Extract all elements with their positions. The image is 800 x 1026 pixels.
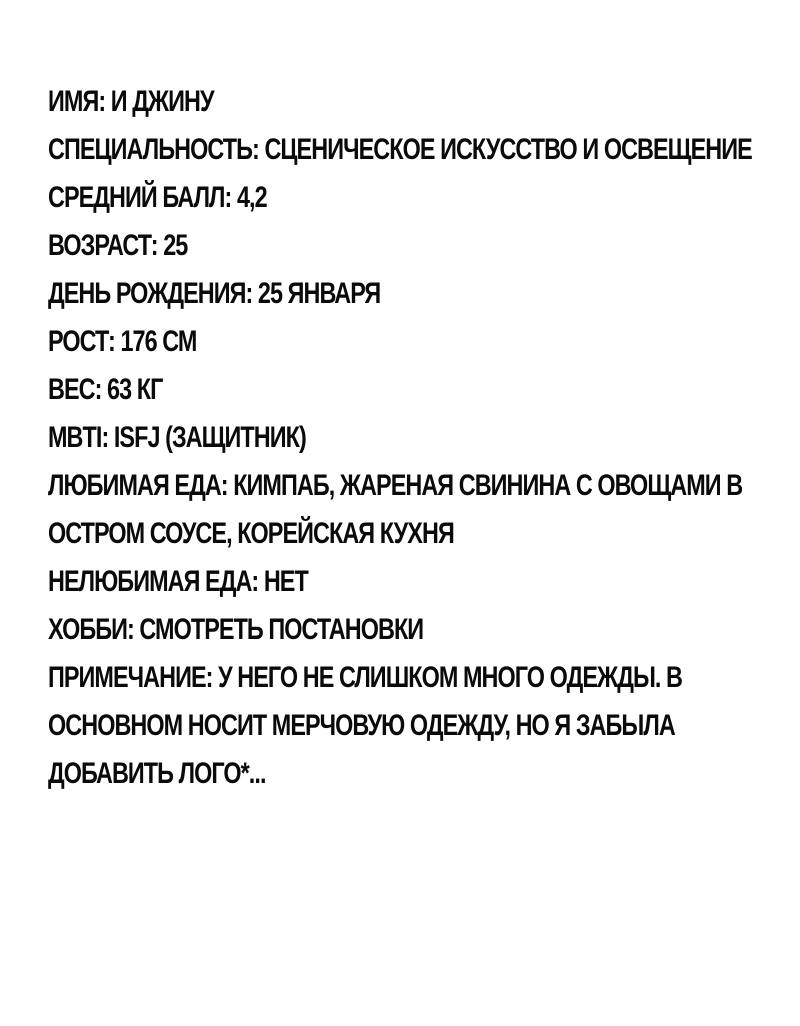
profile-specialty: СПЕЦИАЛЬНОСТЬ: СЦЕНИЧЕСКОЕ ИСКУССТВО И ОСВЕЩЕНИЕ [48,133,752,166]
profile-note-continued-2: ДОБАВИТЬ ЛОГО*... [48,757,266,790]
profile-favorite-food-continued: ОСТРОМ СОУСЕ, КОРЕЙСКАЯ КУХНЯ [48,517,454,550]
profile-favorite-food: ЛЮБИМАЯ ЕДА: КИМПАБ, ЖАРЕНАЯ СВИНИНА С ОВОЩАМИ В [48,469,743,502]
profile-gpa: СРЕДНИЙ БАЛЛ: 4,2 [48,181,267,214]
profile-name: ИМЯ: И ДЖИНУ [48,85,214,118]
profile-age: ВОЗРАСТ: 25 [48,229,188,262]
profile-height: РОСТ: 176 СМ [48,325,197,358]
profile-mbti: MBTI: ISFJ (ЗАЩИТНИК) [48,421,306,454]
profile-birthday: ДЕНЬ РОЖДЕНИЯ: 25 ЯНВАРЯ [48,277,381,310]
profile-disliked-food: НЕЛЮБИМАЯ ЕДА: НЕТ [48,565,308,598]
profile-weight: ВЕС: 63 КГ [48,373,163,406]
profile-note: ПРИМЕЧАНИЕ: У НЕГО НЕ СЛИШКОМ МНОГО ОДЕЖДЫ. В [48,661,683,694]
character-profile-list [48,78,752,798]
profile-hobby: ХОББИ: СМОТРЕТЬ ПОСТАНОВКИ [48,613,424,646]
profile-note-continued-1: ОСНОВНОМ НОСИТ МЕРЧОВУЮ ОДЕЖДУ, НО Я ЗАБЫЛА [48,709,675,742]
